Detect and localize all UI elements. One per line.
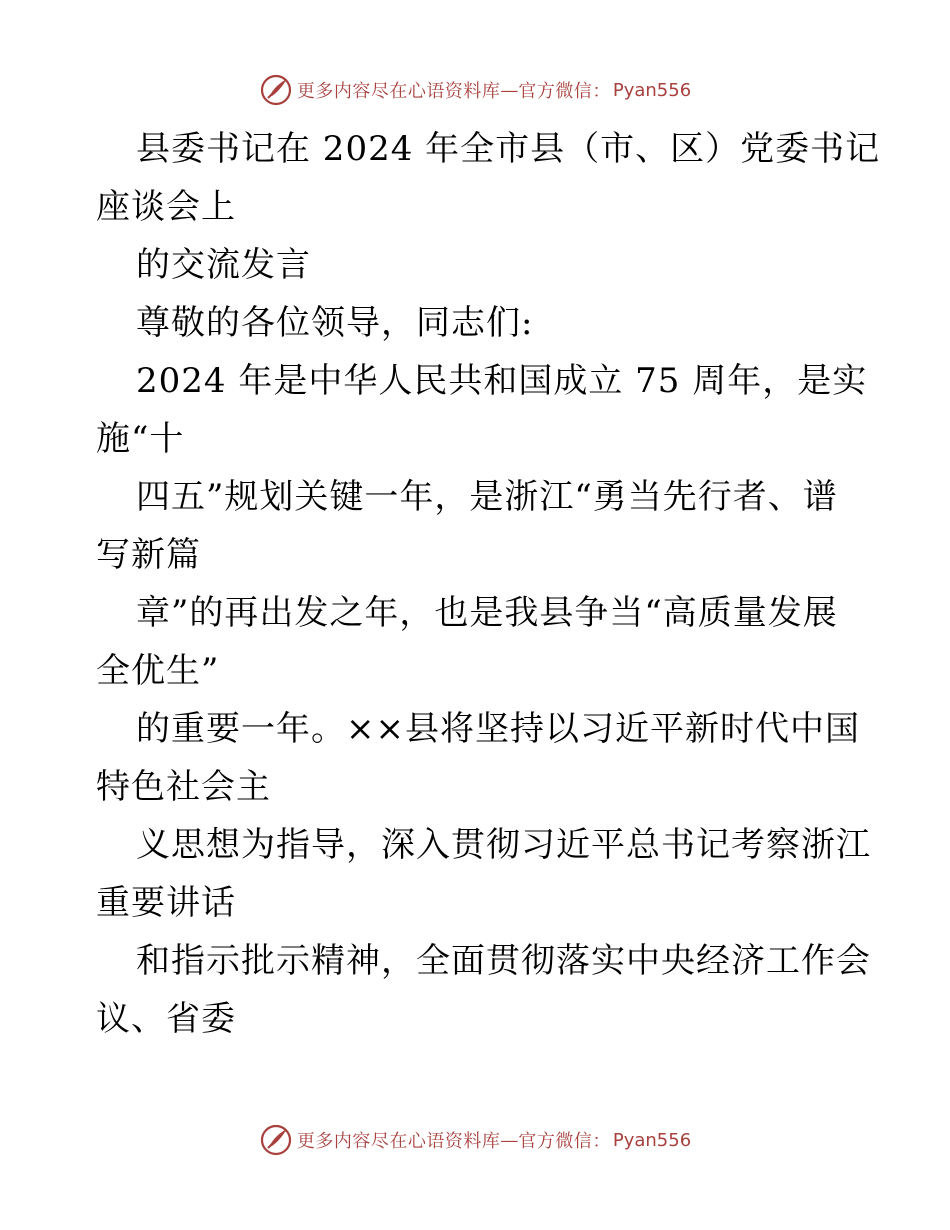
banner-wechat-label: 官方微信： [518, 81, 611, 102]
text-line: 章”的再出发之年，也是我县争当“高质量发展 [136, 593, 838, 633]
banner-wechat-label: 官方微信： [518, 1131, 611, 1152]
text-line: 的交流发言 [136, 245, 311, 285]
banner-site-text: 更多内容尽在心语资料库 [296, 1131, 501, 1152]
text-line: 施“十 [96, 419, 185, 459]
text-line: 义思想为指导，深入贯彻习近平总书记考察浙江 [136, 825, 871, 865]
footer-banner [0, 1122, 950, 1158]
header-banner [0, 72, 950, 108]
banner-separator: — [500, 1129, 519, 1151]
banner-wechat-id: Pyan556 [612, 1129, 692, 1151]
text-line: 写新篇 [96, 535, 201, 575]
banner-separator: — [500, 79, 519, 101]
text-line: 议、省委 [96, 999, 236, 1039]
text-line: 座谈会上 [96, 187, 236, 227]
text-line: 的重要一年。××县将坚持以习近平新时代中国 [136, 709, 860, 749]
quill-logo-icon [259, 73, 293, 107]
text-line: 县委书记在 2024 年全市县（市、区）党委书记 [136, 129, 881, 169]
document-body [96, 120, 881, 1048]
text-line: 全优生” [96, 651, 220, 691]
text-line: 和指示批示精神，全面贯彻落实中央经济工作会 [136, 941, 871, 981]
text-line: 四五”规划关键一年，是浙江“勇当先行者、谱 [136, 477, 838, 517]
quill-logo-icon [259, 1123, 293, 1157]
banner-site-text: 更多内容尽在心语资料库 [296, 81, 501, 102]
text-line: 2024 年是中华人民共和国成立 75 周年，是实 [136, 361, 868, 401]
text-line: 重要讲话 [96, 883, 236, 923]
text-line: 特色社会主 [96, 767, 271, 807]
banner-wechat-id: Pyan556 [612, 79, 692, 101]
text-line: 尊敬的各位领导，同志们: [136, 303, 534, 343]
